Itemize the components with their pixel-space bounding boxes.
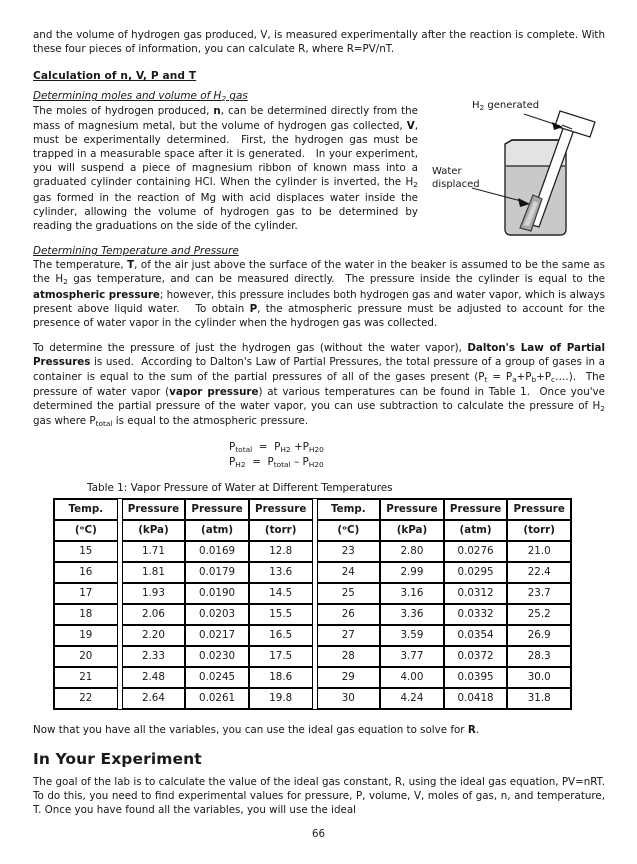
table-row [54,541,571,562]
cell-temp-c-2: 26 [317,604,381,625]
cell-pressure-kpa-1: 2.20 [122,625,186,646]
cell-pressure-kpa-2: 2.99 [380,562,444,583]
header-unit-temp-1: (ᵒC) [54,520,118,541]
cell-temp-c-2: 29 [317,667,381,688]
vapor-pressure-table [53,498,572,710]
cell-temp-c-1: 21 [54,667,118,688]
table-header-row-1 [54,499,571,520]
header-pressure-kpa-1: Pressure [122,499,186,520]
cell-pressure-atm-2: 0.0276 [444,541,508,562]
heading-determining-moles-post: gas [226,90,248,103]
header-unit-atm-1: (atm) [185,520,249,541]
cell-pressure-kpa-2: 3.36 [380,604,444,625]
cell-pressure-torr-2: 23.7 [507,583,571,604]
heading-determining-moles-pre: Determining moles and volume of H [33,90,222,103]
cell-pressure-atm-1: 0.0261 [185,688,249,709]
cell-pressure-kpa-2: 3.77 [380,646,444,667]
figure-label-water-line2: displaced [432,178,480,190]
cell-pressure-torr-1: 12.8 [249,541,313,562]
cell-pressure-kpa-1: 1.71 [122,541,186,562]
spacer [33,738,605,749]
cell-pressure-torr-1: 14.5 [249,583,313,604]
spacer [33,429,605,440]
cell-pressure-torr-1: 17.5 [249,646,313,667]
table-row [54,625,571,646]
table-data-rows [54,541,571,709]
experiment-diagram [432,96,607,238]
cell-temp-c-1: 18 [54,604,118,625]
equation-total-pressure: $P_{total} = P_{H2} +P_{H20}$ [229,441,324,455]
cell-pressure-torr-2: 26.9 [507,625,571,646]
cell-pressure-kpa-1: 2.33 [122,646,186,667]
cell-pressure-atm-1: 0.0245 [185,667,249,688]
cell-pressure-kpa-1: 1.93 [122,583,186,604]
cell-pressure-kpa-1: 2.64 [122,688,186,709]
cell-temp-c-2: 23 [317,541,381,562]
cell-pressure-atm-1: 0.0179 [185,562,249,583]
cell-temp-c-1: 22 [54,688,118,709]
heading-calculation: Calculation of n, V, P and T [33,70,197,83]
heading-determining-moles-sub: 2 [221,94,227,104]
cell-pressure-atm-2: 0.0372 [444,646,508,667]
figure-label-h2-sub: 2 [479,103,485,112]
header-unit-torr-1: (torr) [249,520,313,541]
cell-pressure-torr-2: 25.2 [507,604,571,625]
cell-pressure-atm-1: 0.0190 [185,583,249,604]
cell-pressure-kpa-1: 2.48 [122,667,186,688]
table-row [54,583,571,604]
cell-temp-c-1: 15 [54,541,118,562]
header-temp-c-2: Temp. [317,499,381,520]
spacer [33,330,605,341]
cell-pressure-torr-1: 18.6 [249,667,313,688]
cell-temp-c-1: 20 [54,646,118,667]
cell-pressure-torr-1: 13.6 [249,562,313,583]
figure-label-water-line1: Water [432,166,462,177]
header-pressure-torr-2: Pressure [507,499,571,520]
table-row [54,646,571,667]
intro-paragraph-text: and the volume of hydrogen gas produced, V, is measured experimentally after the reaction is complete. With these four pieces of information, you can calculate R, where R=PV/nT. [33,29,605,56]
equation-block [199,440,439,470]
cell-pressure-atm-1: 0.0230 [185,646,249,667]
cell-pressure-kpa-2: 4.00 [380,667,444,688]
page-number: 66 [311,828,326,840]
cell-pressure-kpa-2: 4.24 [380,688,444,709]
cell-pressure-kpa-1: 2.06 [122,604,186,625]
paragraph-moles-volume: The moles of hydrogen produced, n, can be determined directly from the mass of magnesium metal, but the volume of hydrogen gas collected, V, must be experimentally determined. First, the hydrogen gas must be trapped in a measurable space after it is generated. In your experiment, you will suspend a piece of magnesium ribbon of known mass into a graduated cylinder containing HCl. When the cylinder is inverted, the $H_2$ gas formed in the reaction of Mg with acid displaces water inside the cylinder, allowing the volume of hydrogen gas to be determined by reading the graduations on the side of the cylinder. [33,105,418,233]
cell-pressure-atm-2: 0.0354 [444,625,508,646]
cell-pressure-atm-2: 0.0395 [444,667,508,688]
table-row [54,562,571,583]
table-caption: Table 1: Vapor Pressure of Water at Different Temperatures [87,482,393,495]
figure-label-h2-generated: $H_2$ generated [472,100,540,112]
equation-hydrogen-pressure: $P_{H2} = P_{total} - P_{H20}$ [229,456,324,470]
cell-pressure-atm-1: 0.0217 [185,625,249,646]
header-unit-temp-2: (ᵒC) [317,520,381,541]
cell-pressure-torr-1: 16.5 [249,625,313,646]
cell-pressure-kpa-2: 3.59 [380,625,444,646]
table-row [54,604,571,625]
table-section [53,481,572,710]
cell-pressure-atm-2: 0.0332 [444,604,508,625]
cell-temp-c-1: 17 [54,583,118,604]
spacer [33,710,605,723]
table-header-row-2 [54,520,571,541]
header-pressure-kpa-2: Pressure [380,499,444,520]
cell-pressure-torr-2: 31.8 [507,688,571,709]
header-unit-torr-2: (torr) [507,520,571,541]
heading-determining-temperature: Determining Temperature and Pressure [33,245,239,258]
cell-temp-c-2: 28 [317,646,381,667]
spacer [33,56,605,69]
cell-pressure-atm-1: 0.0203 [185,604,249,625]
paragraph-goal-of-lab: The goal of the lab is to calculate the value of the ideal gas constant, R, using the ideal gas equation, PV=nRT. To do this, you need to find experimental values for pressure, P, volume, V, moles of gas, n, and temperature, T. Once you have found all the variables, you will use the ideal [33,775,605,817]
cell-pressure-torr-1: 15.5 [249,604,313,625]
cell-pressure-kpa-2: 3.16 [380,583,444,604]
cell-pressure-torr-2: 21.0 [507,541,571,562]
table-row [54,667,571,688]
table-body [54,499,571,541]
figure-label-water-displaced [432,166,480,191]
paragraph-temperature-pressure: The temperature, T, of the air just above the surface of the water in the beaker is assumed to be the same as the $H_2$ gas temperature, and can be measured directly. The pressure inside the cylinder is equal to the atmospheric pressure; however, this pressure includes both hydrogen gas and water vapor, which is always present above liquid water. To obtain P, the atmospheric pressure must be adjusted to account for the presence of water vapor in the cylinder when the hydrogen gas was collected. [33,259,606,330]
header-unit-kpa-2: (kPa) [380,520,444,541]
cell-pressure-atm-2: 0.0312 [444,583,508,604]
cell-temp-c-1: 19 [54,625,118,646]
header-pressure-atm-1: Pressure [185,499,249,520]
intro-paragraph [33,28,605,56]
paragraph-daltons-law: To determine the pressure of just the hydrogen gas (without the water vapor), Dalton's Law of Partial Pressures is used. According to Dalton's Law of Partial Pressures, the total pressure of a group of gases in a container is equal to the sum of the partial pressures of all of the gases present ($P_t$ = $P_a+P_b+P_c\dots$.). The pressure of water vapor (vapor pressure) at various temperatures can be found in Table 1. Once you've determined the partial pressure of the water vapor, you can use subtraction to calculate the pressure of $H_2$ gas where $P_{total}$ is equal to the atmospheric pressure. [33,342,606,429]
header-unit-kpa-1: (kPa) [122,520,186,541]
cell-pressure-torr-2: 28.3 [507,646,571,667]
heading-in-your-experiment: In Your Experiment [33,749,202,768]
cell-pressure-atm-2: 0.0418 [444,688,508,709]
header-pressure-torr-1: Pressure [249,499,313,520]
cell-temp-c-2: 30 [317,688,381,709]
cell-pressure-torr-1: 19.8 [249,688,313,709]
cell-pressure-kpa-1: 1.81 [122,562,186,583]
cell-pressure-atm-1: 0.0169 [185,541,249,562]
moles-volume-block [33,104,418,233]
cell-temp-c-2: 24 [317,562,381,583]
cell-pressure-torr-2: 22.4 [507,562,571,583]
header-unit-atm-2: (atm) [444,520,508,541]
cell-pressure-torr-2: 30.0 [507,667,571,688]
cell-temp-c-2: 27 [317,625,381,646]
header-temp-c-1: Temp. [54,499,118,520]
header-pressure-atm-2: Pressure [444,499,508,520]
paragraph-now-variables: Now that you have all the variables, you can use the ideal gas equation to solve for R. [33,724,480,737]
cell-temp-c-2: 25 [317,583,381,604]
cell-pressure-kpa-2: 2.80 [380,541,444,562]
table-row [54,688,571,709]
cell-pressure-atm-2: 0.0295 [444,562,508,583]
spacer [33,470,605,481]
cell-temp-c-1: 16 [54,562,118,583]
